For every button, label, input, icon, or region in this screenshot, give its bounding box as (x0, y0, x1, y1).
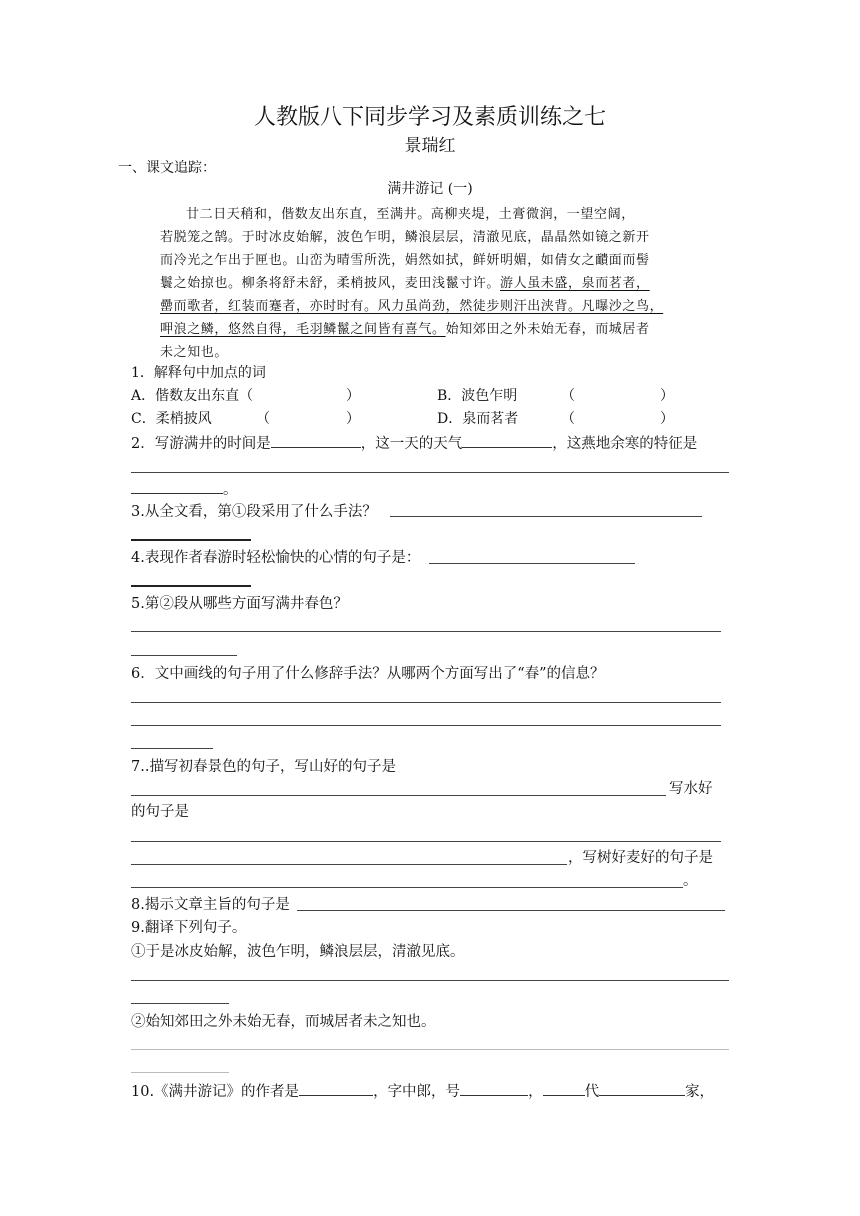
q5-answer-line-1[interactable] (131, 631, 721, 632)
question-9: 9.翻译下列句子。 (131, 920, 247, 936)
q2-answer-line[interactable] (131, 472, 729, 473)
q1-item-a: A．偕数友出东直（ (131, 388, 254, 404)
passage-title: 满井游记 (一) (387, 181, 473, 197)
question-3: 3.从全文看，第①段采用了什么手法？ (131, 504, 377, 520)
author-name: 景瑞红 (404, 136, 456, 156)
q9-1-answer-line-1[interactable] (131, 980, 729, 981)
q2-tail (131, 479, 238, 500)
passage-line-5: 罍而歌者，红装而蹇者，亦时时有。风力虽尚劲，然徒步则汗出浃背。凡曝沙之鸟， (160, 299, 664, 314)
q2-text-c: ，这燕地余寒的特征是 (552, 436, 698, 452)
passage-line-3: 而冷光之乍出于匣也。山峦为晴雪所洗，娟然如拭，鲜妍明媚，如倩女之靧面而髻 (160, 253, 650, 268)
q7-end: 。 (683, 873, 698, 889)
q10-text-a: 10.《满井游记》的作者是 (131, 1084, 300, 1100)
underlined-sentence-start: 游人虽未盛，泉而茗者， (500, 276, 650, 291)
q1-item-d: D．泉而茗者 (437, 411, 519, 427)
q3-answer-line-2[interactable] (131, 539, 251, 541)
q9-2-answer-line-2[interactable] (131, 1072, 229, 1073)
passage-line-4-text: 鬟之始掠也。柳条将舒未舒，柔梢披风，麦田浅鬣寸许。 (160, 276, 501, 291)
q10-blank-hao[interactable] (460, 1081, 528, 1096)
section-heading: 一、课文追踪： (118, 160, 216, 176)
q6-answer-line-2[interactable] (131, 725, 721, 726)
question-8: 8.揭示文章主旨的句子是 (131, 897, 290, 913)
question-1: 1．解释句中加点的词 (131, 365, 266, 381)
q2-end: 。 (223, 482, 238, 498)
q2-blank-time[interactable] (271, 433, 361, 448)
q2-text-a: 2．写游满井的时间是 (131, 436, 271, 452)
q7-tree-line[interactable] (131, 887, 683, 888)
q7-water-line-2[interactable] (131, 864, 567, 865)
question-7: 7..描写初春景色的句子，写山好的句子是 (131, 759, 396, 775)
q9-2-answer-line-1[interactable] (131, 1049, 729, 1050)
q9-sentence-1: ①于是冰皮始解，波色乍明，鳞浪层层，清澈见底。 (131, 944, 465, 960)
q2-blank-feature[interactable] (131, 479, 223, 494)
passage-line-7: 未之知也。 (160, 345, 229, 360)
page-title: 人教版八下同步学习及素质训练之七 (253, 105, 606, 130)
underlined-sentence-end: 呷浪之鳞，悠然自得，毛羽鳞鬣之间皆有喜气。 (160, 322, 446, 337)
passage-line-4 (160, 272, 650, 291)
passage-line-1: 廿二日天稍和，偕数友出东直，至满井。高柳夹堤，土膏微润，一望空阔， (186, 207, 635, 222)
q2-blank-weather[interactable] (462, 433, 552, 448)
q7-water-label-2: 的句子是 (131, 804, 189, 820)
passage-line-2: 若脱笼之鹄。于时冰皮始解，波色乍明，鳞浪层层，清澈见底，晶晶然如镜之新开 (160, 230, 650, 245)
passage-line-6 (160, 318, 650, 337)
q1-item-b: B．波色乍明 (437, 388, 518, 404)
q2-text-b: ，这一天的天气 (360, 436, 463, 452)
q5-answer-line-2[interactable] (131, 655, 237, 656)
q6-answer-line-1[interactable] (131, 702, 721, 703)
q10-blank-role[interactable] (599, 1081, 685, 1096)
q7-mountain-line[interactable] (131, 795, 666, 796)
q9-1-answer-line-2[interactable] (131, 1003, 229, 1004)
q10-blank-dynasty[interactable] (543, 1081, 585, 1096)
question-6: 6．文中画线的句子用了什么修辞手法？从哪两个方面写出了“春”的信息？ (131, 666, 605, 682)
q6-answer-line-3[interactable] (131, 748, 213, 749)
question-5: 5.第②段从哪些方面写满井春色？ (131, 596, 348, 612)
q9-sentence-2: ②始知郊田之外未始无春，而城居者未之知也。 (131, 1014, 436, 1030)
question-10 (131, 1081, 714, 1102)
q1-item-d-open: （ (561, 411, 575, 427)
passage-line-6-tail: 始知郊田之外未始无春，而城居者 (445, 322, 650, 337)
q3-answer-line[interactable] (390, 516, 702, 517)
q4-answer-line-2[interactable] (131, 585, 251, 587)
q10-text-d: 代 (584, 1084, 600, 1100)
q1-item-d-close: ） (660, 411, 674, 427)
q10-text-b: ，字中郎，号 (373, 1084, 461, 1100)
q7-water-label: 写水好 (669, 781, 713, 797)
q10-text-e: 家， (685, 1084, 715, 1100)
question-2 (131, 433, 697, 454)
question-4: 4.表现作者春游时轻松愉快的心情的句子是： (131, 550, 421, 566)
q4-answer-line[interactable] (429, 563, 635, 564)
q1-item-b-close: ） (660, 388, 674, 404)
q10-blank-author[interactable] (299, 1081, 373, 1096)
q10-text-c: ， (528, 1084, 543, 1100)
q1-item-c: C．柔梢披风 (131, 411, 212, 427)
q7-water-line-1[interactable] (131, 841, 721, 842)
q1-item-c-open: （ (256, 411, 270, 427)
q7-tree-label: ，写树好麦好的句子是 (568, 850, 713, 866)
q1-item-c-close: ） (346, 411, 360, 427)
q1-item-b-open: （ (561, 388, 575, 404)
q1-item-a-close: ） (346, 388, 360, 404)
q8-answer-line[interactable] (297, 910, 725, 911)
